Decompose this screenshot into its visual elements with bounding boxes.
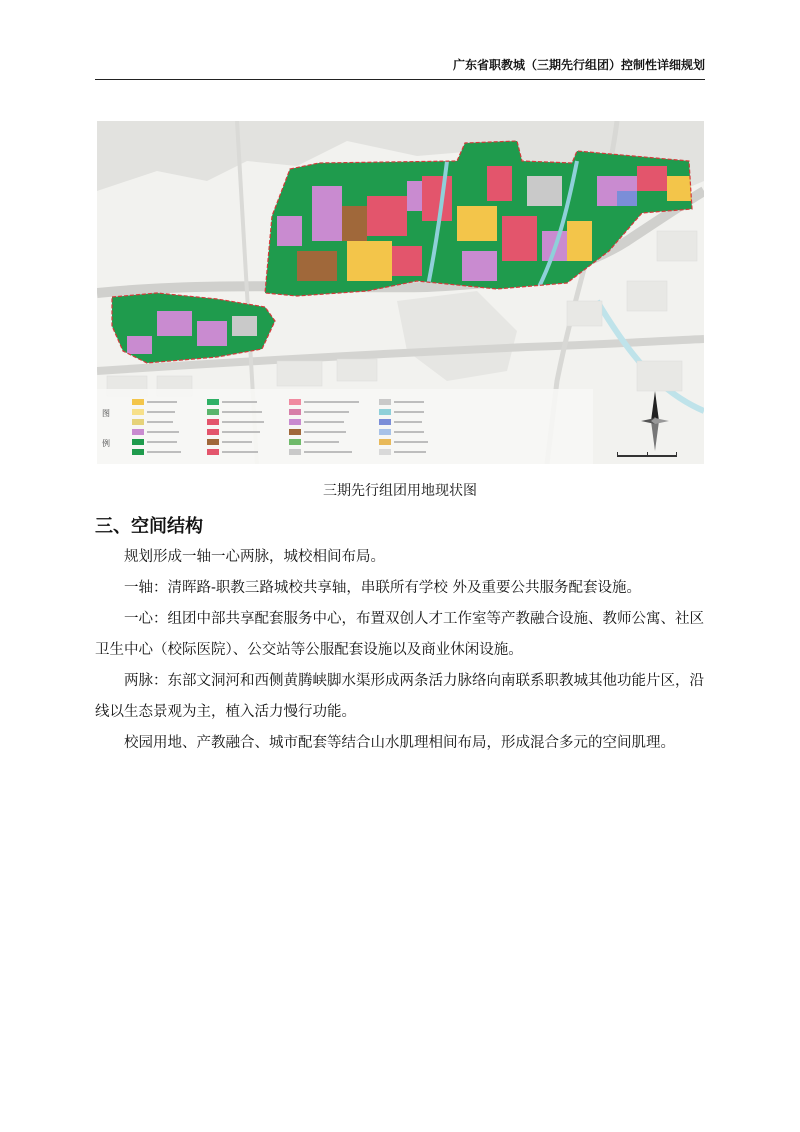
land-use-map-figure <box>97 121 704 464</box>
paragraph: 一心：组团中部共享配套服务中心，布置双创人才工作室等产教融合设施、教师公寓、社区卫生中心（校际医院）、公交站等公服配套设施以及商业休闲设施。 <box>95 611 704 658</box>
paragraph: 校园用地、产教融合、城市配套等结合山水肌理相间布局，形成混合多元的空间肌理。 <box>124 735 675 751</box>
section-heading: 三、空间结构 <box>95 516 203 537</box>
paragraph: 规划形成一轴一心两脉，城校相间布局。 <box>124 549 385 565</box>
map-legend <box>97 389 593 464</box>
page-header-title: 广东省职教城（三期先行组团）控制性详细规划 <box>452 58 705 72</box>
section-body <box>95 542 705 759</box>
paragraph: 一轴：清晖路-职教三路城校共享轴，串联所有学校 外及重要公共服务配套设施。 <box>124 580 642 596</box>
figure-caption: 三期先行组团用地现状图 <box>323 483 477 499</box>
paragraph: 两脉：东部文洞河和西侧黄腾峡脚水渠形成两条活力脉络向南联系职教城其他功能片区，沿线以生态景观为主，植入活力慢行功能。 <box>95 673 704 720</box>
legend-title-2: 例 <box>102 439 110 448</box>
legend-title-1: 图 <box>102 409 110 418</box>
land-use-map <box>97 121 704 464</box>
header-divider <box>95 79 705 80</box>
